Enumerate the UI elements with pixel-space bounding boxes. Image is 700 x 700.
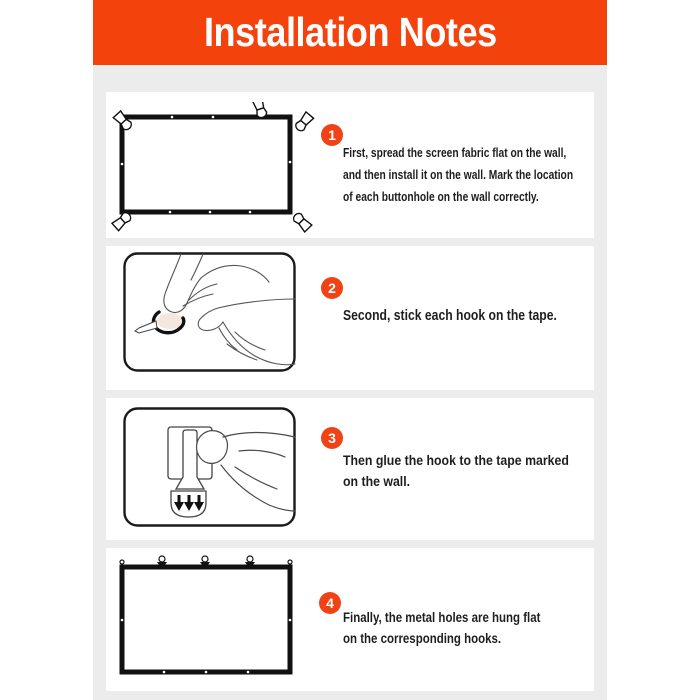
- content-column: [93, 0, 607, 700]
- step-2-badge: 2: [321, 277, 343, 299]
- step-2-panel: [106, 246, 594, 390]
- step-1-line-2: and then install it on the wall. Mark the location: [343, 168, 574, 182]
- step-1-text: [343, 142, 573, 208]
- step-1-line-3: of each buttonhole on the wall correctly.: [343, 190, 539, 204]
- step-3-line-1: Then glue the hook to the tape marked: [343, 452, 569, 468]
- press-hook-on-wall-illustration: [123, 407, 296, 527]
- step-1-badge: 1: [321, 124, 343, 146]
- step-4-text: [343, 607, 540, 649]
- step-3-panel: [106, 398, 594, 540]
- step-3-badge: 3: [321, 427, 343, 449]
- step-2-line-1: Second, stick each hook on the tape.: [343, 308, 557, 324]
- step-3-line-2: on the wall.: [343, 473, 411, 489]
- step-1-line-1: First, spread the screen fabric flat on the wall,: [343, 146, 567, 160]
- step-4-line-2: on the corresponding hooks.: [343, 631, 502, 646]
- step-1-panel: [106, 92, 594, 238]
- screen-hung-on-hooks-illustration: [116, 554, 311, 679]
- step-3-text: [343, 450, 569, 492]
- page-title: Installation Notes: [203, 9, 497, 55]
- step-4-line-1: Finally, the metal holes are hung flat: [343, 610, 541, 625]
- screen-fabric-with-corner-hooks-illustration: [108, 102, 323, 234]
- step-4-panel: [106, 548, 594, 691]
- step-2-text: [343, 306, 557, 326]
- step-4-badge: 4: [319, 592, 341, 614]
- stick-hook-on-tape-illustration: [123, 252, 296, 372]
- header-bar: [93, 0, 607, 65]
